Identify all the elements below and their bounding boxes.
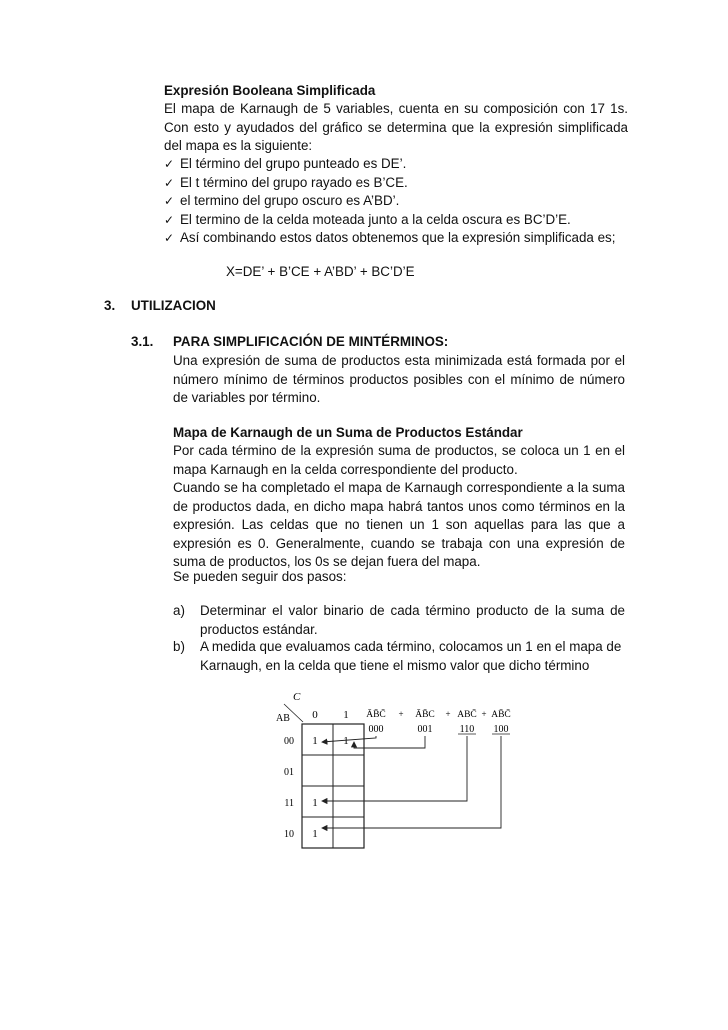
checkmark-icon: ✓: [164, 212, 175, 227]
plus-sign: +: [481, 709, 487, 719]
result-list: [164, 155, 634, 248]
cell-value: 1: [312, 828, 318, 840]
cell-value: 1: [343, 735, 349, 747]
subheading-map: Mapa de Karnaugh de un Suma de Productos Estándar: [173, 425, 523, 440]
term-code: 110: [459, 724, 475, 735]
paragraph-per-term: Por cada término de la expresión suma de productos, se coloca un 1 en el mapa Karnaugh en la celda correspondiente del producto.: [173, 443, 625, 477]
list-item-text: el termino del grupo oscuro es A’BD’.: [180, 193, 400, 208]
checkmark-icon: ✓: [164, 231, 175, 245]
subsection-title: PARA SIMPLIFICACIÓN DE MINTÉRMINOS:: [173, 334, 449, 349]
list-item: [164, 229, 634, 248]
term-expression: ĀB̄C: [415, 710, 435, 720]
arrow-001: [354, 736, 425, 748]
row-label-10: 10: [284, 829, 294, 840]
list-item: [164, 211, 634, 230]
row-label-11: 11: [284, 798, 294, 809]
term-code: 000: [368, 724, 384, 735]
list-item: [164, 192, 634, 211]
step-text-b: A medida que evaluamos cada término, colocamos un 1 en el mapa de Karnaugh, en la celda que tiene el mismo valor que dicho término: [200, 639, 622, 673]
column-variable-label: C: [293, 691, 301, 703]
term-code: 100: [493, 724, 509, 735]
plus-sign: +: [445, 709, 451, 719]
list-item-text: El termino de la celda moteada junto a la celda oscura es BC’D’E.: [180, 211, 571, 227]
cell-value: 1: [312, 797, 318, 809]
step-marker-a: a): [173, 603, 185, 618]
term-expression: ĀB̄C̄: [366, 710, 386, 720]
intro-paragraph: El mapa de Karnaugh de 5 variables, cuenta en su composición con 17 1s. Con esto y ayudados del gráfico se determina que la expresión simplificada del mapa es la siguiente:: [164, 101, 628, 153]
paragraph-steps-intro: Se pueden seguir dos pasos:: [173, 569, 347, 584]
checkmark-icon: ✓: [164, 175, 175, 190]
section-heading: Expresión Booleana Simplificada: [164, 83, 376, 98]
paragraph-completed-map: Cuando se ha completado el mapa de Karnaugh correspondiente a la suma de productos dada, en dicho mapa habrá tantos unos como términos en la expresión. Las celdas que no tienen un 1 son aquellas para las que a expresión es 0. Generalmente, cuando se trabaja con una expresión de suma de productos, los 0s se dejan fuera del mapa.: [173, 480, 625, 569]
karnaugh-map-figure: [270, 690, 520, 860]
subsection-number: 3.1.: [131, 334, 154, 349]
cell-value: 1: [312, 735, 318, 747]
simplified-expression: X=DE’ + B’CE + A’BD’ + BC’D’E: [226, 264, 415, 279]
column-label-1: 1: [343, 709, 349, 721]
list-item-text: El término del grupo punteado es DE’.: [180, 156, 407, 171]
checkmark-icon: ✓: [164, 157, 175, 171]
checkmark-icon: ✓: [164, 194, 175, 208]
column-label-0: 0: [312, 709, 318, 721]
arrow-000: [322, 736, 376, 742]
arrow-100: [322, 736, 501, 828]
row-label-01: 01: [284, 767, 294, 778]
plus-sign: +: [398, 709, 404, 719]
row-variable-label: AB: [276, 713, 290, 724]
list-item-text: Así combinando estos datos obtenemos que la expresión simplificada es;: [180, 230, 616, 245]
section-title: UTILIZACION: [131, 298, 216, 313]
step-marker-b: b): [173, 639, 185, 654]
list-item-text: El t término del grupo rayado es B’CE.: [180, 174, 408, 190]
term-expression: ABC̄: [457, 710, 477, 720]
paragraph-minimization: Una expresión de suma de productos esta minimizada está formada por el número mínimo de términos productos posibles con el mínimo de número de variables por término.: [173, 353, 625, 405]
term-code: 001: [417, 724, 433, 735]
list-item: [164, 174, 634, 193]
step-text-a: Determinar el valor binario de cada término producto de la suma de productos estándar.: [200, 603, 625, 637]
section-number: 3.: [104, 298, 116, 313]
list-item: [164, 155, 634, 174]
row-label-00: 00: [284, 736, 294, 747]
term-expression: AB̄C̄: [491, 710, 511, 720]
